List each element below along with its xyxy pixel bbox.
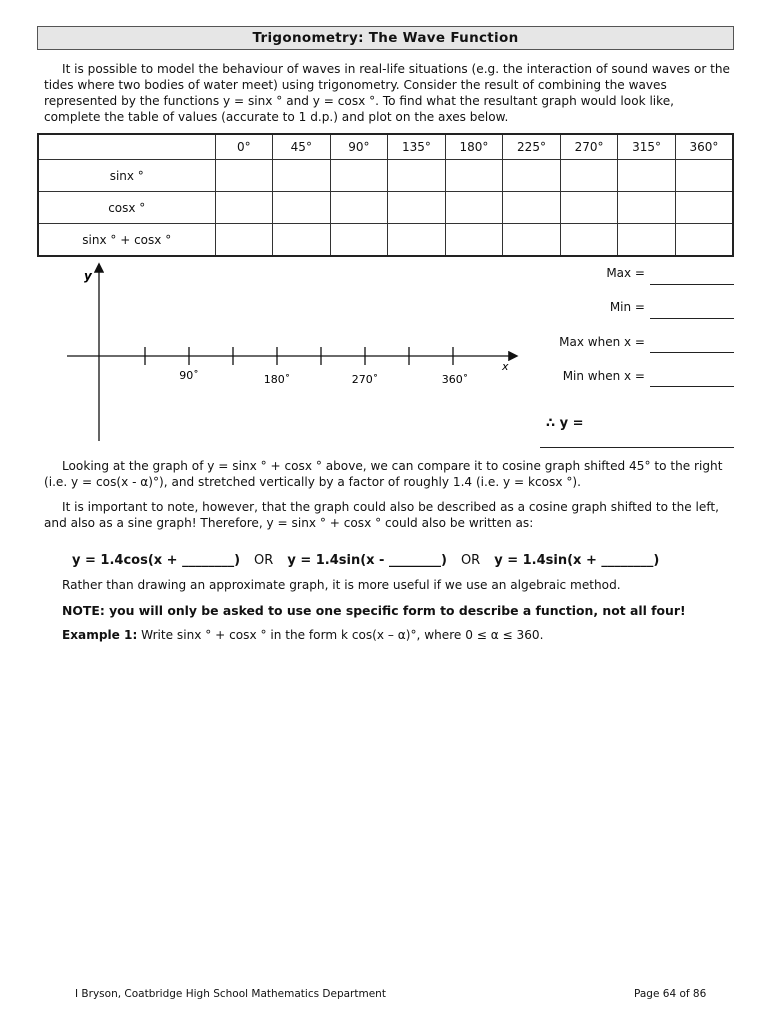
x-tick-label: 360˚: [441, 373, 469, 386]
table-cell[interactable]: [388, 224, 446, 257]
table-cell[interactable]: [675, 192, 733, 224]
alternative-forms-paragraph: It is important to note, however, that the graph could also be described as a cosine graph shifted to the left, and also as a sine graph! Therefore, y = sinx ° + cosx ° could also be written as:: [44, 500, 719, 530]
min-answer-field[interactable]: [650, 304, 734, 319]
x-tick-label: 180˚: [263, 373, 291, 386]
page-title: Trigonometry: The Wave Function: [37, 26, 734, 50]
table-cell[interactable]: [445, 192, 503, 224]
table-header-row: [38, 134, 733, 160]
intro-paragraph: It is possible to model the behaviour of waves in real-life situations (e.g. the interaction of sound waves or the tides where two bodies of water meet) using trigonometry. Consider the result of combining the waves represented by the functions y = sinx ° and y = cosx °. To find what the resultant graph would look like, complete the table of values (accurate to 1 d.p.) and plot on the axes below.: [44, 62, 731, 124]
table-cell[interactable]: [675, 224, 733, 257]
table-cell[interactable]: [273, 192, 331, 224]
footer-page-number: Page 64 of 86: [634, 988, 707, 1000]
table-cell[interactable]: [215, 224, 273, 257]
table-cell[interactable]: [273, 160, 331, 192]
equation-answer-field[interactable]: [540, 433, 734, 448]
note-text: NOTE: you will only be asked to use one specific form to describe a function, not all four!: [62, 603, 686, 618]
algebraic-method-text: Rather than drawing an approximate graph, it is more useful if we use an algebraic method.: [62, 578, 621, 592]
table-corner-cell: [38, 134, 215, 160]
table-cell[interactable]: [618, 224, 676, 257]
sin-minus-form: y = 1.4sin(x - ________): [287, 553, 447, 568]
max-label: Max =: [606, 266, 645, 280]
table-header-cell: 225°: [503, 134, 561, 160]
example-text: Write sinx ° + cosx ° in the form k cos(x – α)°, where 0 ≤ α ≤ 360.: [141, 628, 544, 642]
min-when-answer-field[interactable]: [650, 372, 734, 387]
table-cell[interactable]: [560, 224, 618, 257]
table-row: [38, 160, 733, 192]
table-cell[interactable]: [560, 192, 618, 224]
y-axis-label: y: [84, 269, 92, 283]
row-label: sinx ° + cosx °: [38, 224, 215, 257]
footer-author: I Bryson, Coatbridge High School Mathematics Department: [75, 988, 386, 1000]
values-table: [37, 133, 734, 257]
min-when-label: Min when x =: [562, 369, 645, 383]
table-cell[interactable]: [215, 160, 273, 192]
sin-plus-form: y = 1.4sin(x + ________): [494, 553, 660, 568]
table-row: [38, 224, 733, 257]
x-tick-label: 90˚: [179, 369, 199, 382]
table-cell[interactable]: [503, 192, 561, 224]
table-cell[interactable]: [503, 224, 561, 257]
table-cell[interactable]: [388, 192, 446, 224]
table-header-cell: 0°: [215, 134, 273, 160]
example-1: [62, 628, 543, 642]
x-tick-label: 270˚: [351, 373, 379, 386]
table-cell[interactable]: [503, 160, 561, 192]
table-cell[interactable]: [215, 192, 273, 224]
table-header-cell: 270°: [560, 134, 618, 160]
row-label: cosx °: [38, 192, 215, 224]
table-cell[interactable]: [388, 160, 446, 192]
cos-form: y = 1.4cos(x + ________): [72, 553, 241, 568]
or-separator: OR: [254, 553, 274, 568]
comparison-paragraph: Looking at the graph of y = sinx ° + cosx ° above, we can compare it to cosine graph shifted 45° to the right (i.e. y = cos(x - α)°), and stretched vertically by a factor of roughly 1.4 (i.e. y = kcosx °).: [44, 459, 723, 489]
max-answer-field[interactable]: [650, 270, 734, 285]
row-label: sinx °: [38, 160, 215, 192]
x-axis-label: x: [502, 360, 509, 373]
table-header-cell: 135°: [388, 134, 446, 160]
max-when-label: Max when x =: [559, 335, 645, 349]
table-header-cell: 360°: [675, 134, 733, 160]
equivalent-forms: [72, 553, 659, 568]
blank-axes: [0, 255, 540, 450]
table-cell[interactable]: [273, 224, 331, 257]
table-cell[interactable]: [618, 192, 676, 224]
table-header-cell: 45°: [273, 134, 331, 160]
table-cell[interactable]: [445, 160, 503, 192]
table-cell[interactable]: [675, 160, 733, 192]
or-separator: OR: [460, 553, 481, 568]
table-header-cell: 180°: [445, 134, 503, 160]
table-row: [38, 192, 733, 224]
table-cell[interactable]: [330, 224, 388, 257]
example-label: Example 1:: [62, 628, 138, 642]
max-when-answer-field[interactable]: [650, 338, 734, 353]
table-header-cell: 90°: [330, 134, 388, 160]
table-cell[interactable]: [330, 160, 388, 192]
min-label: Min =: [609, 300, 645, 314]
table-cell[interactable]: [330, 192, 388, 224]
table-cell[interactable]: [445, 224, 503, 257]
table-cell[interactable]: [560, 160, 618, 192]
table-header-cell: 315°: [618, 134, 676, 160]
therefore-label: ∴ y =: [546, 416, 584, 431]
table-cell[interactable]: [618, 160, 676, 192]
